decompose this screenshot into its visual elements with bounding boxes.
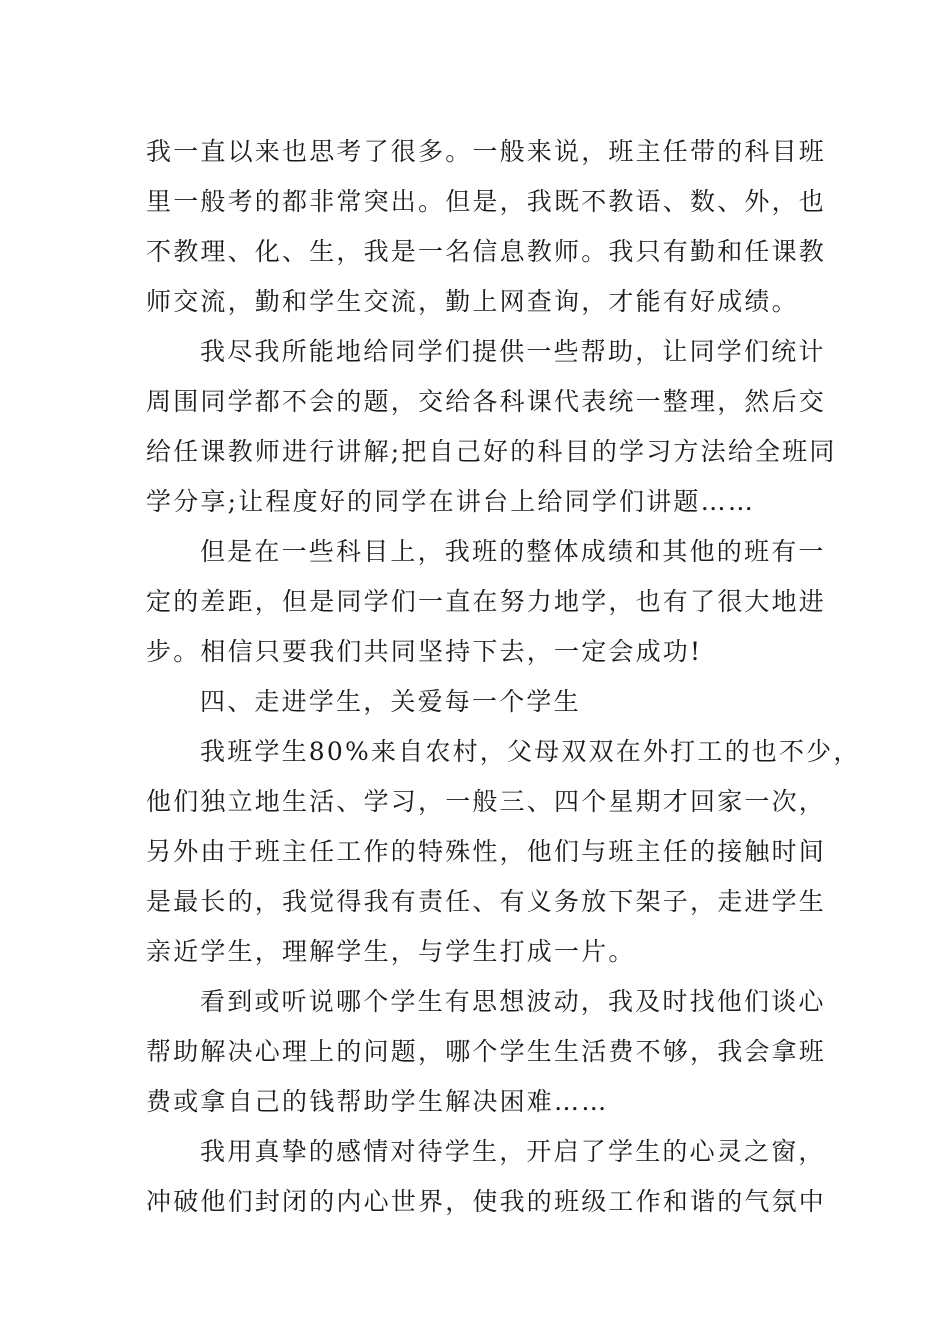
paragraph-6 (146, 1127, 827, 1227)
text-line: 我用真挚的感情对待学生，开启了学生的心灵之窗， (200, 1137, 826, 1166)
text-line: 步。相信只要我们共同坚持下去，一定会成功! (146, 637, 703, 666)
text-line: 周围同学都不会的题，交给各科课代表统一整理，然后交 (146, 387, 827, 416)
text-line: 帮助解决心理上的问题，哪个学生生活费不够，我会拿班 (146, 1037, 827, 1066)
text-line: 师交流，勤和学生交流，勤上网查询，才能有好成绩。 (146, 287, 799, 316)
text-line: 不教理、化、生，我是一名信息教师。我只有勤和任课教 (146, 237, 827, 266)
text-line: 另外由于班主任工作的特殊性，他们与班主任的接触时间 (146, 837, 827, 866)
paragraph-1 (146, 127, 827, 327)
text-line: 我班学生80%来自农村，父母双双在外打工的也不少， (200, 737, 861, 766)
section-heading (146, 677, 808, 727)
paragraph-5 (146, 977, 827, 1127)
text-line: 定的差距，但是同学们一直在努力地学，也有了很大地进 (146, 587, 827, 616)
text-line: 他们独立地生活、学习，一般三、四个星期才回家一次， (146, 787, 827, 816)
paragraph-2 (146, 327, 837, 527)
paragraph-3 (146, 527, 827, 677)
body-text (146, 127, 861, 1227)
paragraph-4 (146, 727, 861, 977)
text-line: 冲破他们封闭的内心世界，使我的班级工作和谐的气氛中 (146, 1187, 827, 1216)
text-line: 我一直以来也思考了很多。一般来说，班主任带的科目班 (146, 137, 827, 166)
text-line: 但是在一些科目上，我班的整体成绩和其他的班有一 (200, 537, 826, 566)
text-line: 学分享;让程度好的同学在讲台上给同学们讲题…… (146, 487, 756, 516)
text-line: 看到或听说哪个学生有思想波动，我及时找他们谈心 (200, 987, 826, 1016)
text-line: 给任课教师进行讲解;把自己好的科目的学习方法给全班同 (146, 437, 837, 466)
heading-line: 四、走进学生，关爱每一个学生 (200, 687, 581, 716)
text-line: 亲近学生，理解学生，与学生打成一片。 (146, 937, 636, 966)
text-line: 是最长的，我觉得我有责任、有义务放下架子，走进学生 (146, 887, 827, 916)
text-line: 里一般考的都非常突出。但是，我既不教语、数、外，也 (146, 187, 827, 216)
text-line: 费或拿自己的钱帮助学生解决困难…… (146, 1087, 609, 1116)
text-line: 我尽我所能地给同学们提供一些帮助，让同学们统计 (200, 337, 826, 366)
